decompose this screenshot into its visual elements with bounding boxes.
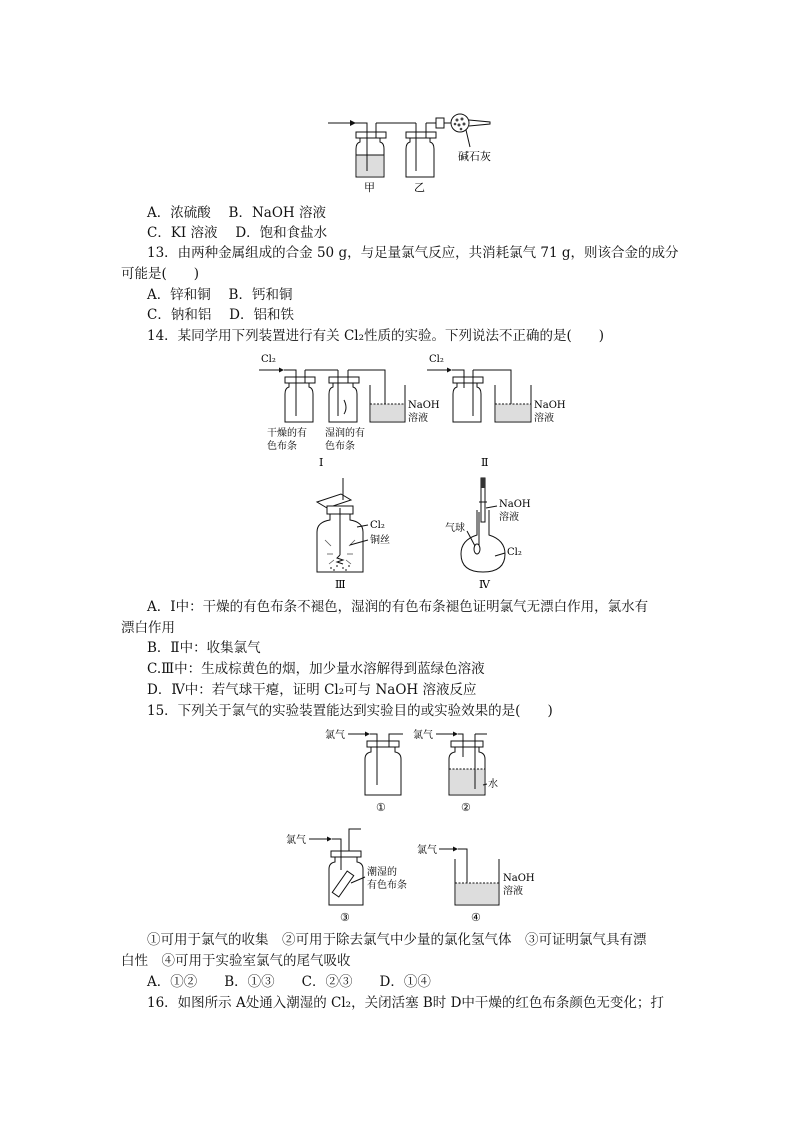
q15-naoh-label: NaOH — [503, 873, 535, 884]
q12-apparatus-figure — [320, 105, 520, 195]
q14-apparatus-4-label: Ⅳ — [479, 578, 490, 591]
q15-statements-line1: ①可用于氯气的收集 ②可用于除去氯气中少量的氯化氢气体 ③可证明氯气具有漂 — [147, 932, 647, 948]
q12-soda-lime-label: 碱石灰 — [458, 150, 491, 163]
q14-naoh-label-1: NaOH — [408, 400, 440, 411]
q13-stem-line2: 可能是( ) — [121, 266, 200, 282]
q15-water-label: 水 — [488, 779, 498, 790]
q15-chlorine-label-4: 氯气 — [417, 845, 437, 856]
q15-chlorine-label-2: 氯气 — [413, 730, 433, 741]
q14-option-c: C.Ⅲ中：生成棕黄色的烟，加少量水溶解得到蓝绿色溶液 — [147, 661, 485, 677]
q14-cl2-label-2: Cl₂ — [429, 354, 444, 365]
q12-options-line2: C．KI 溶液 D．饱和食盐水 — [147, 225, 328, 241]
q12-options-line1: A．浓硫酸 B．NaOH 溶液 — [147, 205, 326, 221]
q12-bottle-a-label: 甲 — [364, 181, 375, 194]
q14-wet-strip-label-1: 湿润的有 — [325, 428, 365, 439]
q14-solution-label-1: 溶液 — [408, 413, 428, 424]
q15-stem: 15．下列关于氯气的实验装置能达到实验目的或实验效果的是( ) — [147, 703, 553, 719]
q15-options: A．①② B．①③ C．②③ D．①④ — [147, 974, 431, 990]
q15-setup-4-number: ④ — [471, 911, 481, 924]
q15-setup-3-number: ③ — [340, 911, 350, 924]
q15-solution-label: 溶液 — [503, 886, 523, 897]
q14-option-d: D．Ⅳ中：若气球干瘪，证明 Cl₂可与 NaOH 溶液反应 — [147, 682, 477, 698]
q14-dry-strip-label-1: 干燥的有 — [267, 428, 307, 439]
q14-stem: 14．某同学用下列装置进行有关 Cl₂性质的实验。下列说法不正确的是( ) — [147, 328, 605, 344]
q13-stem-line1: 13．由两种金属组成的合金 50 g，与足量氯气反应，共消耗氯气 71 g，则该合金的成分 — [147, 245, 679, 261]
q15-apparatus-figure — [285, 725, 555, 925]
q14-option-a-line2: 漂白作用 — [121, 620, 175, 636]
q14-solution-label-2: 溶液 — [534, 413, 554, 424]
q13-options-line1: A．锌和铜 B．钙和铜 — [147, 287, 293, 303]
q14-apparatus-2-label: Ⅱ — [481, 456, 489, 469]
q14-wet-strip-label-2: 色布条 — [325, 441, 355, 452]
q14-cl2-label-1: Cl₂ — [261, 354, 276, 365]
q13-options-line2: C．钠和铝 D．铝和铁 — [147, 307, 294, 323]
q14-naoh-label-3: NaOH — [499, 499, 531, 510]
q14-balloon-label: 气球 — [445, 523, 465, 534]
q14-cl2-label-3: Cl₂ — [370, 520, 385, 531]
q12-bottle-b-label: 乙 — [414, 181, 425, 194]
q14-solution-label-3: 溶液 — [499, 512, 519, 523]
q15-setup-1-number: ① — [376, 801, 386, 814]
q14-cl2-label-4: Cl₂ — [507, 547, 522, 558]
q14-option-b: B．Ⅱ中：收集氯气 — [147, 640, 261, 656]
q14-apparatus-figure — [255, 350, 575, 590]
q16-stem-line1: 16．如图所示 A处通入潮湿的 Cl₂，关闭活塞 B时 D中干燥的红色布条颜色无变化；打 — [147, 995, 664, 1011]
q15-wet-strip-label-1: 潮湿的 — [367, 867, 397, 878]
q15-statements-line2: 白性 ④可用于实验室氯气的尾气吸收 — [121, 953, 351, 969]
q14-naoh-label-2: NaOH — [534, 400, 566, 411]
q14-option-a-line1: A．Ⅰ中：干燥的有色布条不褪色，湿润的有色布条褪色证明氯气无漂白作用，氯水有 — [147, 599, 649, 615]
q14-apparatus-3-label: Ⅲ — [335, 578, 346, 591]
q14-dry-strip-label-2: 色布条 — [267, 441, 297, 452]
q15-chlorine-label-3: 氯气 — [286, 835, 306, 846]
q15-chlorine-label-1: 氯气 — [325, 730, 345, 741]
q15-wet-strip-label-2: 有色布条 — [367, 880, 407, 891]
q14-copper-wire-label: 铜丝 — [370, 535, 390, 546]
q14-apparatus-1-label: Ⅰ — [319, 456, 324, 469]
q15-setup-2-number: ② — [461, 801, 471, 814]
